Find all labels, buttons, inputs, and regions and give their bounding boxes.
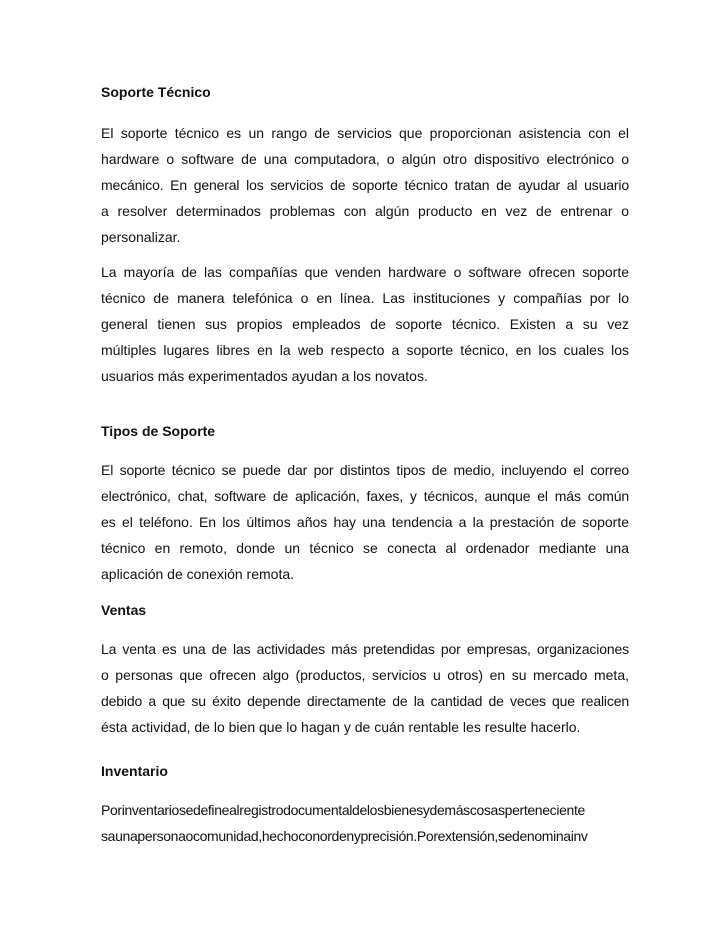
text-line: es el teléfono. En los últimos años hay una tendencia a la prestación de soporte [101,514,629,530]
text-line: El soporte técnico es un rango de servicios que proporcionan asistencia con el [101,125,629,141]
text-line: aplicación de conexión remota. [101,566,295,582]
section-heading-ventas: Ventas [101,602,147,618]
text-line: múltiples lugares libres en la web respecto a soporte técnico, en los cuales los [101,342,629,358]
text-line: debido a que su éxito depende directamente de la cantidad de veces que realicen [101,693,629,709]
paragraph-ventas [101,641,629,745]
text-line: mecánico. En general los servicios de soporte técnico tratan de ayudar al usuario [101,177,629,193]
text-line: personalizar. [101,229,181,245]
paragraph-tipos-de-soporte [101,462,629,592]
section-heading-soporte-tecnico: Soporte Técnico [101,84,211,100]
text-line: electrónico, chat, software de aplicación, faxes, y técnicos, aunque el más común [101,488,629,504]
text-line: usuarios más experimentados ayudan a los novatos. [101,368,428,384]
text-line: La venta es una de las actividades más pretendidas por empresas, organizaciones [101,641,629,657]
text-line: La mayoría de las compañías que venden hardware o software ofrecen soporte [101,264,629,280]
paragraph-soporte-definicion [101,125,629,255]
paragraph-soporte-companias [101,264,629,394]
text-line: ésta actividad, de lo bien que lo hagan y de cuán rentable les resulte hacerlo. [101,719,581,735]
text-line: El soporte técnico se puede dar por distintos tipos de medio, incluyendo el correo [101,462,629,478]
text-line: a resolver determinados problemas con algún producto en vez de entrenar o [101,203,629,219]
section-heading-inventario: Inventario [101,763,168,779]
text-line: hardware o software de una computadora, o algún otro dispositivo electrónico o [101,151,629,167]
text-line: técnico en remoto, donde un técnico se conecta al ordenador mediante una [101,540,629,556]
text-line: saunapersonaocomunidad,hechoconordenyprecisión.Porextensión,sedenominainv [101,828,588,844]
text-line: Porinventariosedefinealregistrodocumentaldelosbienesydemáscosasperteneciente [101,802,585,818]
text-line: técnico de manera telefónica o en línea. Las instituciones y compañías por lo [101,290,629,306]
text-line: general tienen sus propios empleados de soporte técnico. Existen a su vez [101,316,629,332]
paragraph-inventario [101,802,629,854]
section-heading-tipos-de-soporte: Tipos de Soporte [101,423,216,439]
text-line: o personas que ofrecen algo (productos, servicios u otros) en su mercado meta, [101,667,629,683]
